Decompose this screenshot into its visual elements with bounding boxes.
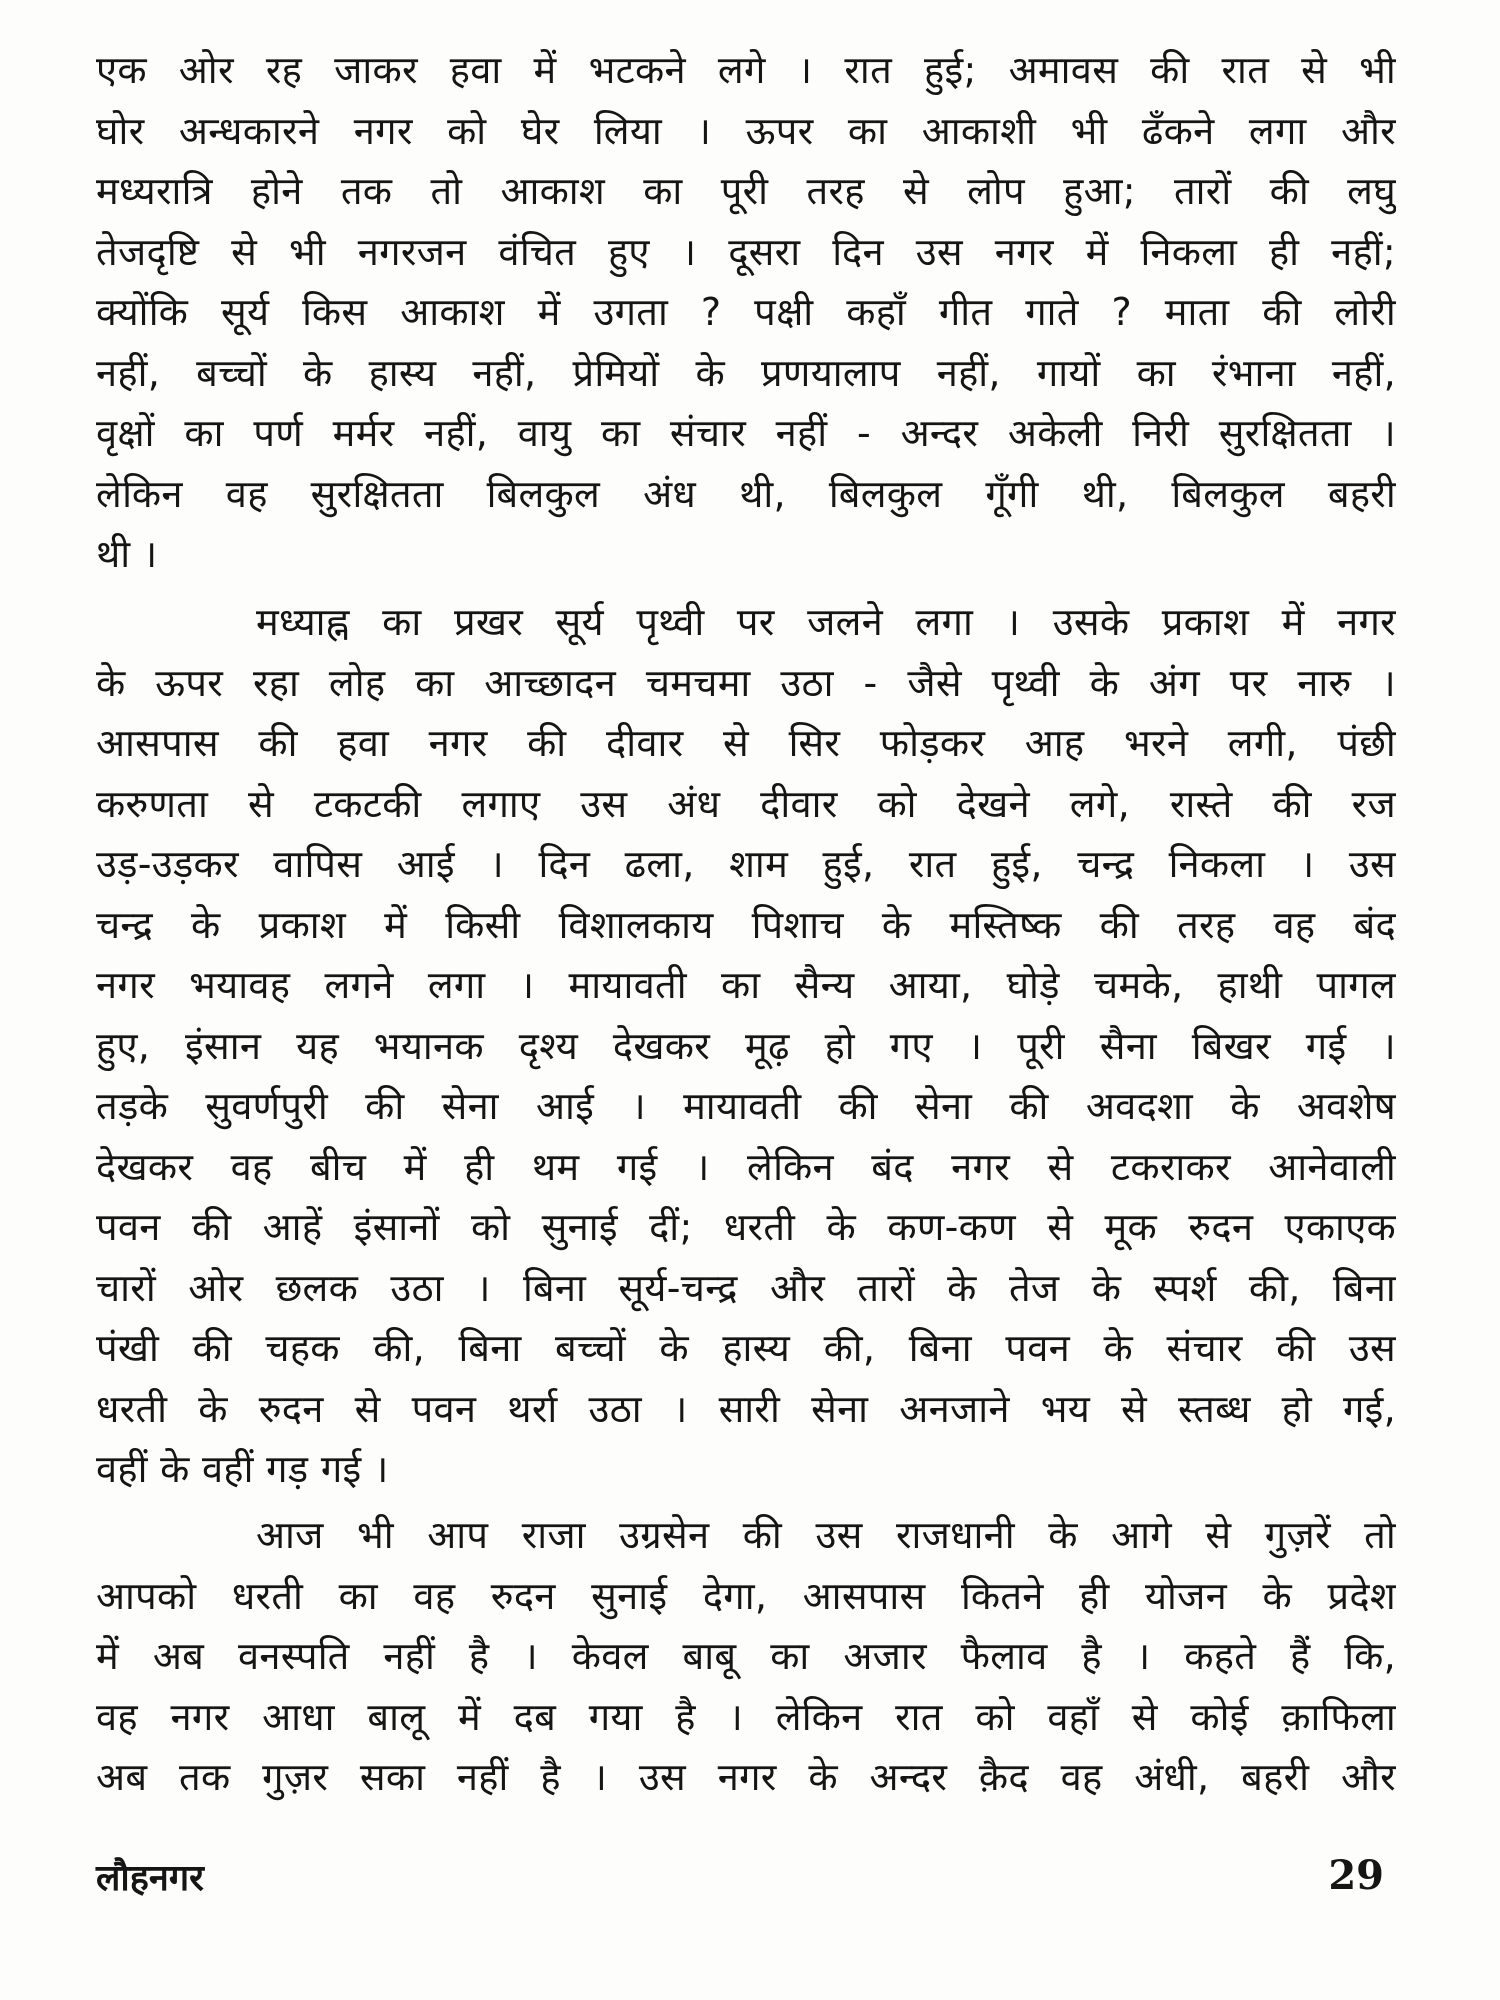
text-line: वृक्षों का पर्ण मर्मर नहीं, वायु का संचार नहीं - अन्दर अकेली निरी सुरक्षितता । — [96, 411, 1396, 455]
page-number: 29 — [1328, 1852, 1384, 1899]
text-line: हुए, इंसान यह भयानक दृश्य देखकर मूढ़ हो गए । पूरी सैना बिखर गई । — [96, 1023, 1396, 1068]
text-line: धरती के रुदन से पवन थर्रा उठा । सारी सेना अनजाने भय से स्तब्ध हो गई, — [96, 1386, 1396, 1431]
text-line: लेकिन वह सुरक्षितता बिलकुल अंध थी, बिलकुल गूँगी थी, बिलकुल बहरी — [96, 471, 1396, 516]
text-line: मध्याह्न का प्रखर सूर्य पृथ्वी पर जलने लगा । उसके प्रकाश में नगर — [256, 600, 1396, 644]
text-line: के ऊपर रहा लोह का आच्छादन चमचमा उठा - जैसे पृथ्वी के अंग पर नारु । — [96, 660, 1396, 705]
paragraph-3 — [96, 1505, 1396, 1808]
text-line: तेजदृष्टि से भी नगरजन वंचित हुए । दूसरा दिन उस नगर में निकला ही नहीं; — [96, 229, 1396, 274]
text-line: पंखी की चहक की, बिना बच्चों के हास्य की, बिना पवन के संचार की उस — [96, 1326, 1396, 1370]
text-line: नगर भयावह लगने लगा । मायावती का सैन्य आया, घोड़े चमके, हाथी पागल — [96, 963, 1396, 1007]
text-line: वहीं के वहीं गड़ गई । — [96, 1447, 389, 1491]
text-line: देखकर वह बीच में ही थम गई । लेकिन बंद नगर से टकराकर आनेवाली — [96, 1144, 1396, 1189]
text-line: पवन की आहें इंसानों को सुनाई दीं; धरती के कण-कण से मूक रुदन एकाएक — [96, 1205, 1396, 1249]
text-line: एक ओर रह जाकर हवा में भटकने लगे । रात हुई; अमावस की रात से भी — [96, 48, 1396, 92]
text-line: तड़के सुवर्णपुरी की सेना आई । मायावती की सेना की अवदशा के अवशेष — [96, 1084, 1396, 1128]
book-title: लौहनगर — [96, 1858, 204, 1899]
paragraph-1 — [96, 40, 1396, 585]
text-line: अब तक गुज़र सका नहीं है । उस नगर के अन्दर क़ैद वह अंधी, बहरी और — [96, 1755, 1396, 1799]
text-line: नहीं, बच्चों के हास्य नहीं, प्रेमियों के प्रणयालाप नहीं, गायों का रंभाना नहीं, — [96, 350, 1396, 395]
text-line: आसपास की हवा नगर की दीवार से सिर फोड़कर आह भरने लगी, पंछी — [96, 721, 1396, 765]
text-line: आपको धरती का वह रुदन सुनाई देगा, आसपास कितने ही योजन के प्रदेश — [96, 1573, 1396, 1618]
text-line: मध्यरात्रि होने तक तो आकाश का पूरी तरह से लोप हुआ; तारों की लघु — [96, 169, 1396, 213]
paragraph-2 — [96, 592, 1396, 1500]
text-line: करुणता से टकटकी लगाए उस अंध दीवार को देखने लगे, रास्ते की रज — [96, 781, 1396, 826]
text-line: वह नगर आधा बालू में दब गया है । लेकिन रात को वहाँ से कोई क़ाफिला — [96, 1694, 1396, 1739]
text-line: आज भी आप राजा उग्रसेन की उस राजधानी के आगे से गुज़रें तो — [256, 1513, 1396, 1557]
text-line: चारों ओर छलक उठा । बिना सूर्य-चन्द्र और तारों के तेज के स्पर्श की, बिना — [96, 1265, 1396, 1310]
text-line: क्योंकि सूर्य किस आकाश में उगता ? पक्षी कहाँ गीत गाते ? माता की लोरी — [96, 290, 1396, 334]
text-line: चन्द्र के प्रकाश में किसी विशालकाय पिशाच के मस्तिष्क की तरह वह बंद — [96, 902, 1396, 947]
text-line: थी । — [96, 532, 158, 576]
text-line: में अब वनस्पति नहीं है । केवल बाबू का अजार फैलाव है । कहते हैं कि, — [96, 1634, 1396, 1678]
text-line: घोर अन्धकारने नगर को घेर लिया । ऊपर का आकाशी भी ढँकने लगा और — [96, 108, 1396, 153]
page-footer — [96, 1852, 1396, 1912]
text-line: उड़-उड़कर वापिस आई । दिन ढला, शाम हुई, रात हुई, चन्द्र निकला । उस — [96, 842, 1396, 886]
